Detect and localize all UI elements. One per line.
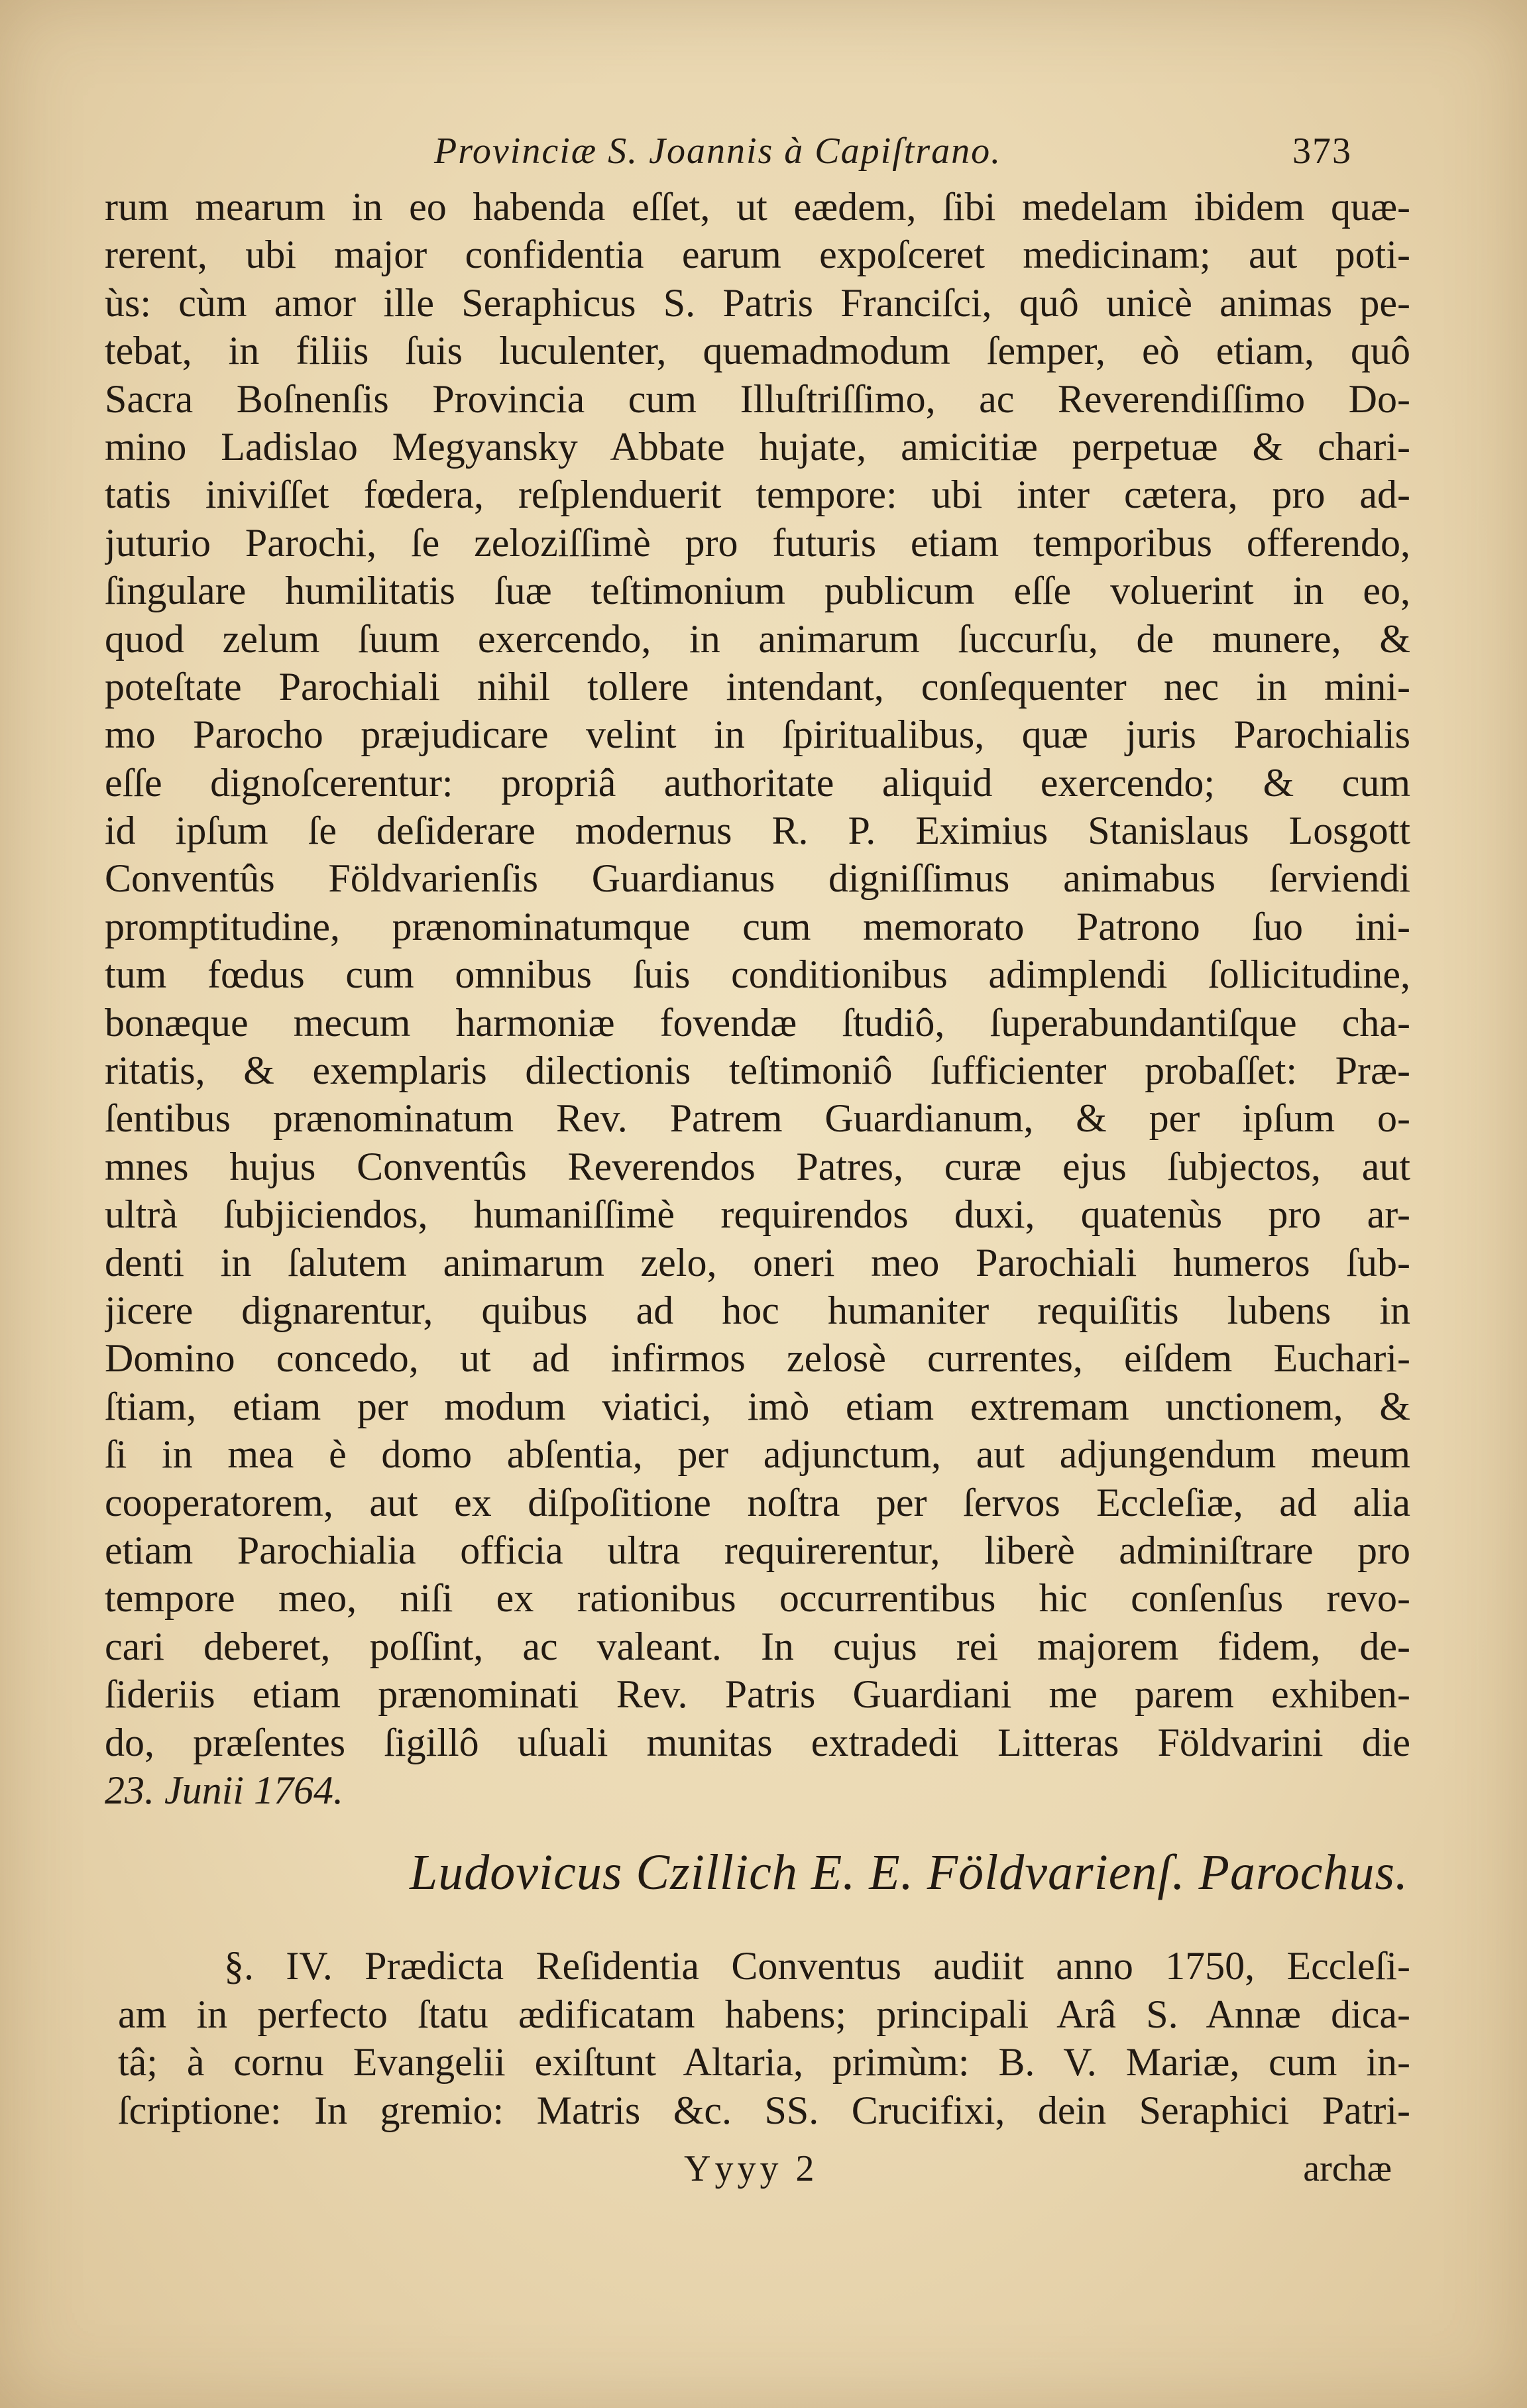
text-line: promptitudine, prænominatumque cum memorato Patrono ſuo ini- (105, 904, 1410, 948)
signature-mark: Yyyy 2 (684, 2148, 819, 2189)
text-line: mnes hujus Conventûs Reverendos Patres, curæ ejus ſubjectos, aut (105, 1144, 1410, 1188)
text-line: eſſe dignoſcerentur: propriâ authoritate aliquid exercendo; & cum (105, 760, 1410, 805)
page-number: 373 (1292, 131, 1352, 172)
text-line: ſi in mea è domo abſentia, per adjunctum, aut adjungendum meum (105, 1432, 1410, 1477)
text-line: tum fœdus cum omnibus ſuis conditionibus adimplendi ſollicitudine, (105, 952, 1410, 997)
text-line: cooperatorem, aut ex diſpoſitione noſtra per ſervos Eccleſiæ, ad alia (105, 1480, 1410, 1524)
text-line: jicere dignarentur, quibus ad hoc humaniter requiſitis lubens in (105, 1288, 1410, 1332)
text-line: ſingulare humilitatis ſuæ teſtimonium publicum eſſe voluerint in eo, (105, 569, 1410, 613)
text-line: id ipſum ſe deſiderare modernus R. P. Eximius Stanislaus Losgott (105, 809, 1410, 853)
text-line: poteſtate Parochiali nihil tollere intendant, conſequenter nec in mini- (105, 664, 1410, 709)
text-line: Conventûs Földvarienſis Guardianus digniſſimus animabus ſerviendi (105, 856, 1410, 901)
section-line: ſcriptione: In gremio: Matris &c. SS. Crucifixi, dein Seraphici Patri- (118, 2088, 1410, 2132)
text-line: bonæque mecum harmoniæ fovendæ ſtudiô, ſuperabundantiſque cha- (105, 1000, 1410, 1045)
text-line: juturio Parochi, ſe zeloziſſimè pro futuris etiam temporibus offerendo, (105, 520, 1410, 565)
text-line: ſtiam, etiam per modum viatici, imò etiam extremam unctionem, & (105, 1384, 1410, 1428)
catchword: archæ (1303, 2148, 1392, 2189)
section-line: am in perfecto ſtatu ædificatam habens; principali Arâ S. Annæ dica- (118, 1992, 1410, 2036)
text-line: mo Parocho præjudicare velint in ſpiritualibus, quæ juris Parochialis (105, 713, 1410, 757)
running-title: Provinciæ S. Joannis à Capiſtrano. (434, 131, 1002, 172)
text-line: denti in ſalutem animarum zelo, oneri meo Parochiali humeros ſub- (105, 1240, 1410, 1285)
text-line: etiam Parochialia officia ultra requirerentur, liberè adminiſtrare pro (105, 1528, 1410, 1572)
text-line: Domino concedo, ut ad infirmos zelosè currentes, eiſdem Euchari- (105, 1336, 1410, 1381)
text-line: ſentibus prænominatum Rev. Patrem Guardianum, & per ipſum o- (105, 1096, 1410, 1141)
text-line: quod zelum ſuum exercendo, in animarum ſuccurſu, de munere, & (105, 616, 1410, 661)
text-line: do, præſentes ſigillô uſuali munitas extradedi Litteras Földvarini die (105, 1720, 1410, 1764)
text-line: ùs: cùm amor ille Seraphicus S. Patris Franciſci, quô unicè animas pe- (105, 280, 1410, 325)
signature-line: Ludovicus Czillich E. E. Földvarienſ. Parochus. (410, 1845, 1409, 1900)
text-line: tebat, in filiis ſuis luculenter, quemadmodum ſemper, eò etiam, quô (105, 329, 1410, 373)
main-text-block (105, 183, 1410, 1814)
text-line: ſideriis etiam prænominati Rev. Patris Guardiani me parem exhiben- (105, 1672, 1410, 1717)
text-line: Sacra Boſnenſis Provincia cum Illuſtriſſimo, ac Reverendiſſimo Do- (105, 376, 1410, 421)
page-footer (99, 2148, 1392, 2201)
text-line: rum mearum in eo habenda eſſet, ut eædem, ſibi medelam ibidem quæ- (105, 185, 1410, 229)
text-line: tatis iniviſſet fœdera, reſplenduerit tempore: ubi inter cætera, pro ad- (105, 473, 1410, 517)
section-line: §. IV. Prædicta Reſidentia Conventus audiit anno 1750, Eccleſi- (224, 1944, 1410, 1988)
running-header (99, 130, 1392, 179)
text-line: ultrà ſubjiciendos, humaniſſimè requirendos duxi, quatenùs pro ar- (105, 1192, 1410, 1237)
text-line: mino Ladislao Megyansky Abbate hujate, amicitiæ perpetuæ & chari- (105, 424, 1410, 469)
text-line: cari deberet, poſſint, ac valeant. In cujus rei majorem fidem, de- (105, 1624, 1410, 1668)
text-line: tempore meo, niſi ex rationibus occurrentibus hic conſenſus revo- (105, 1576, 1410, 1621)
section-line: tâ; à cornu Evangelii exiſtunt Altaria, primùm: B. V. Mariæ, cum in- (118, 2040, 1410, 2085)
text-line: rerent, ubi major confidentia earum expoſceret medicinam; aut poti- (105, 233, 1410, 277)
section-iv (118, 1942, 1410, 2134)
text-line: ritatis, & exemplaris dilectionis teſtimoniô ſufficienter probaſſet: Præ- (105, 1049, 1410, 1093)
date-line: 23. Junii 1764. (105, 1768, 343, 1812)
